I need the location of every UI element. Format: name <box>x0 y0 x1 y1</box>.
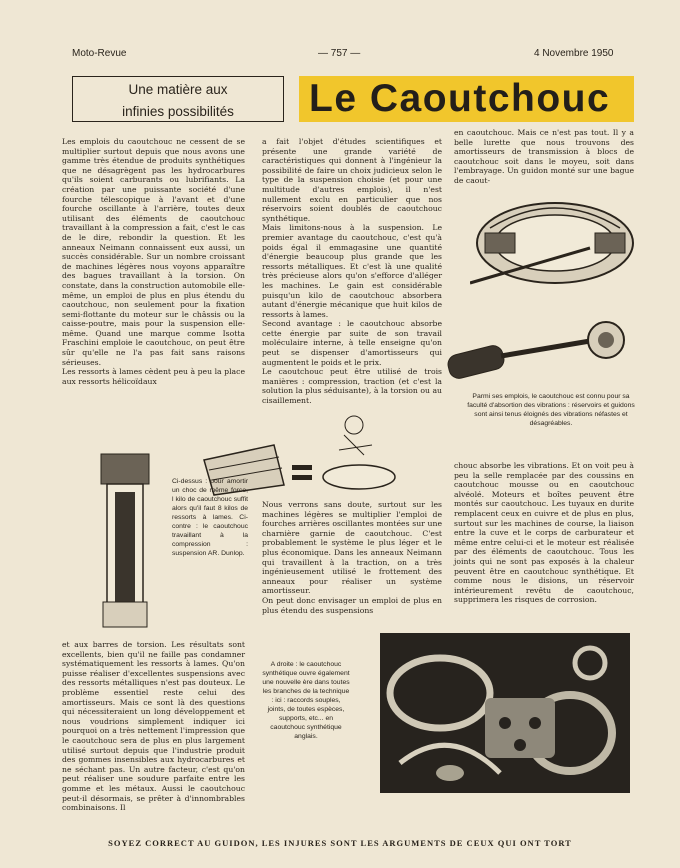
caption-fork: Ci-dessus : pour amortir un choc de même force, l kilo de caoutchouc suffit alors qu'il faut 8 kilos de ressorts à lames. Ci-contre : le caoutchouc travaillant à la compression : suspension AR. Dunlop. <box>172 478 248 557</box>
footer-motto: SOYEZ CORRECT AU GUIDON, LES INJURES SONT LES ARGUMENTS DE CEUX QUI ONT TORT <box>108 838 572 848</box>
caption-photo: A droite : le caoutchouc synthétique ouvre également une nouvelle ère dans toutes les branches de la technique : ici : raccords souples, joints, de toutes espèces, supports, etc... en caoutchouc synthétique anglais. <box>262 661 350 740</box>
subtitle-box <box>72 76 284 122</box>
column-2-middle: Nous verrons sans doute, surtout sur les machines légères se multiplier l'emploi de fourches arrières oscillantes montées sur une charnière garnie de caoutchouc. C'est probablement le système le plus léger et le plus économique. Dans les anneaux Neimann qui travaillent à la traction, on a très ingénieusement utilisé le frottement des anneaux pour réaliser un système amortisseur. On peut donc envisager un emploi de plus en plus étendu des suspensions <box>262 500 442 615</box>
column-2-top: a fait l'objet d'études scientifiques et présente une grande variété de caractéristiques qui donnent à l'ingénieur la possibilité de faire un choix judicieux selon le type de la suspension choisie (et pour une multitude d'autres emplois), il n'est nullement exclu en particulier que nos réservoirs soient doublés de caoutchouc synthétique. Mais limitons-nous à la suspension. Le premier avantage du caoutchouc, c'est qu'à poids égal il emmagasine une quantité d'énergie beaucoup plus grande que les ressorts métalliques. Et c'est là une qualité très précieuse alors qu'on s'efforce d'alléger les machines. Le gain est considérable puisqu'un kilo de caoutchouc absorbera autant d'énergie mécanique que huit kilos de ressorts à lames. Second avantage : le caoutchouc absorbe cette énergie par suite de son travail moléculaire interne, à telle enseigne qu'on peut se dispenser d'amortisseurs qui augmentent le poids et le prix. Le caoutchouc peut être utilisé de trois manières : compression, traction (et c'est la solution la plus séduisante), à la torsion ou au cisaillement. <box>262 137 442 406</box>
running-header-left: Moto-Revue <box>72 48 127 59</box>
column-3-top: en caoutchouc. Mais ce n'est pas tout. Il y a belle lurette que nous trouvons des amortisseurs de transmission à blocs de caoutchouc soit dans le moyeu, soit dans l'embrayage. Un guidon monté sur une bague de caout- <box>454 128 634 185</box>
handlebar-illustration <box>446 318 646 388</box>
rubber-parts-photo <box>380 633 630 793</box>
column-1-bottom: et aux barres de torsion. Les résultats sont excellents, bien qu'il ne faille pas condamner systématiquement les ressorts à lames. Qu'on puisse réaliser d'excellentes suspensions avec des ressorts métalliques n'est pas douteux. Le problème essentiel reste celui des amortisseurs. Mais ce sont là des questions qui nécessiteraient un long développement et nous voudrions simplement indiquer ici pourquoi on a très nettement l'impression que le caoutchouc sera de plus en plus largement utilisé surtout depuis que l'industrie produit des gommes insensibles aux hydrocarbures et ne séchant pas. Un autre facteur, c'est qu'on peut réaliser une soudure parfaite entre les gomme et les métaux. Aussi le caoutchouc peut-il désormais, se prêter à d'innombrables combinaisons. Il <box>62 640 245 813</box>
fork-illustration <box>93 452 163 632</box>
issue-date: 4 Novembre 1950 <box>534 48 614 59</box>
subtitle-line-1: Une matière aux <box>128 82 228 97</box>
caption-handlebar: Parmi ses emplois, le caoutchouc est connu pour sa faculté d'absortion des vibrations : réservoirs et guidons sont ainsi tenus éloignés des vibrations néfastes et désagréables. <box>467 393 635 427</box>
page-number: — 757 — <box>318 48 361 59</box>
article-title: Le Caoutchouc <box>309 77 611 120</box>
title-banner <box>299 76 634 122</box>
subtitle-line-2: infinies possibilités <box>122 104 234 119</box>
column-1-top: Les emplois du caoutchouc ne cessent de se multiplier surtout depuis que nous avons une gamme très étendue de produits synthétiques que ne désagrègent pas les hydrocarbures qu'ils soient carburants ou lubrifiants. La création par une puissante société d'une fourche télescopique à l'avant et d'une fourche oscillante à l'arrière, toutes deux utilisant des éléments de caoutchouc travaillant à la compression a fait, c'est le cas de le dire, rebondir la question. Et les anneaux Neimann connaissent eux aussi, un succès considérable. Sur un nombre croissant de machines légères nous voyons apparaître des bagues travaillant à la torsion. On constate, dans la construction automobile elle-même, un emploi de plus en plus étendu du caoutchouc, non seulement pour la fixation semi-flottante du moteur sur le châssis ou la caisse-poutre, mais pour la suspension elle-même. Quand une marque comme Isotta Fraschini emploie le caoutchouc, on peut être sûr qu'elle ne l'a pas fait sans raisons sérieuses. Les ressorts à lames cèdent peu à peu la place aux ressorts hélicoïdaux <box>62 137 245 386</box>
hub-illustration <box>470 188 640 293</box>
column-3-middle: chouc absorbe les vibrations. Et on voit peu à peu la selle remplacée par des coussins en caoutchouc mousse ou en caoutchouc alvéolé. Moteurs et boîtes peuvent être montés sur caoutchouc. Les tuyaux en durite remplacent ceux en cuivre et de plus en plus, surtout sur les machines de course, la liaison entre la cuve et le corps de carburateur et même entre celui-ci et le moteur est réalisée par des éléments de caoutchouc. Tous les joints qui ne sont pas exposés à la chaleur peuvent être en caoutchouc synthétique. Et comme nous le disions, un réservoir intérieurement revêtu de caoutchouc, supprimera les risques de corrosion. <box>454 461 634 605</box>
